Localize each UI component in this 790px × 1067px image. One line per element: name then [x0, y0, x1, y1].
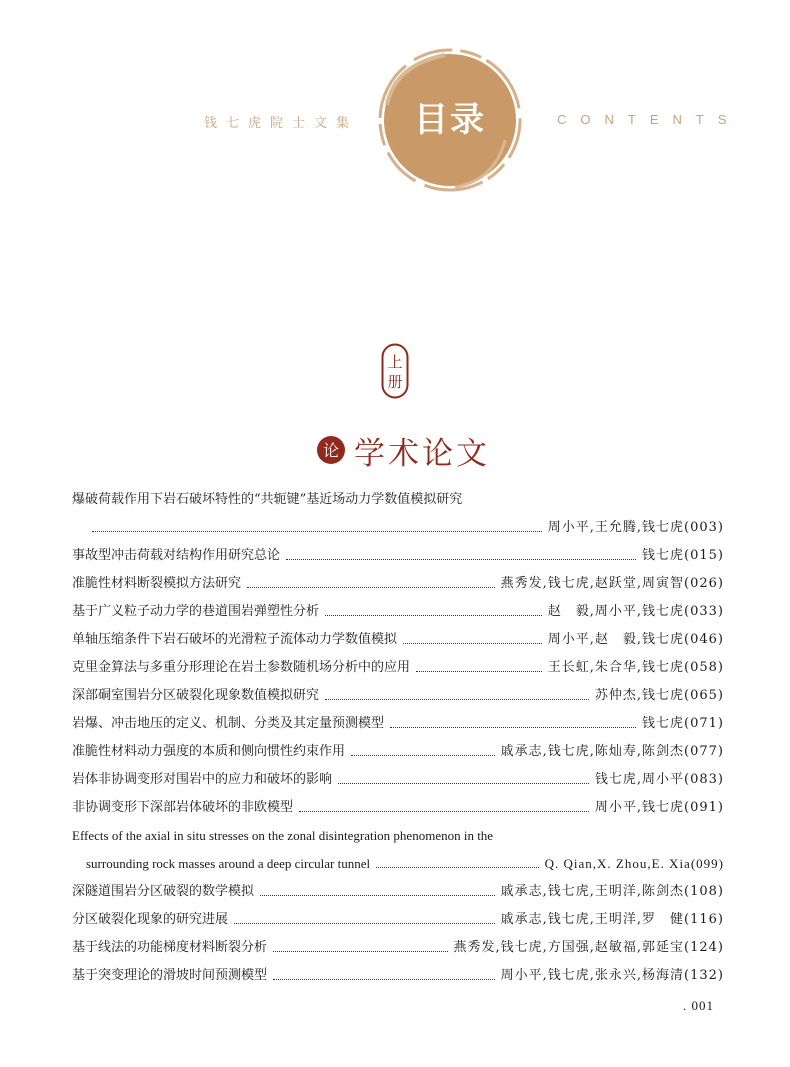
toc-entry-authors: Q. Qian,X. Zhou,E. Xia: [544, 856, 691, 871]
dot-leader: [286, 559, 636, 560]
volume-label-bottom: 册: [387, 373, 403, 391]
series-title: 钱七虎院士文集: [204, 116, 359, 131]
toc-entry-authors: 戚承志,钱七虎,王明洋,罗 健: [500, 912, 685, 927]
section-title: 学术论文: [354, 435, 490, 472]
toc-entry-title: 准脆性材料断裂模拟方法研究: [72, 576, 242, 591]
toc-entry-authors: 王长虹,朱合华,钱七虎: [547, 660, 685, 675]
toc-entry-page: (091): [684, 800, 724, 815]
toc-entry-authors: 苏仲杰,钱七虎: [594, 688, 685, 703]
toc-entry-title: 岩体非协调变形对围岩中的应力和破坏的影响: [72, 772, 333, 787]
dot-leader: [351, 755, 495, 756]
toc-entry-page: (015): [684, 548, 724, 563]
toc-entry-title: 基于线法的功能梯度材料断裂分析: [72, 940, 268, 955]
toc-entry[interactable]: [72, 486, 724, 542]
toc-entry-authors: 钱七虎: [642, 548, 685, 563]
toc-entry-title: Effects of the axial in situ stresses on the zonal disintegration phenomenon in the: [72, 828, 494, 843]
toc-line: [72, 822, 724, 850]
page-title: 目录: [414, 100, 486, 140]
toc-entry-title: 非协调变形下深部岩体破坏的非欧模型: [72, 800, 294, 815]
dot-leader: [403, 643, 542, 644]
dot-leader: [338, 783, 589, 784]
toc-entry[interactable]: [72, 794, 724, 822]
volume-seal-icon: [381, 343, 409, 399]
toc-line: [72, 906, 724, 934]
toc-entry-title: 基于突变理论的滑坡时间预测模型: [72, 968, 268, 983]
toc-entry-authors: 戚承志,钱七虎,王明洋,陈剑杰: [500, 884, 685, 899]
toc-entry[interactable]: [72, 542, 724, 570]
toc-entry[interactable]: [72, 682, 724, 710]
dot-leader: [92, 531, 542, 532]
toc-entry[interactable]: [72, 906, 724, 934]
dot-leader: [416, 671, 542, 672]
toc-entry[interactable]: [72, 710, 724, 738]
toc-entry-title: 深隧道围岩分区破裂的数学模拟: [72, 884, 255, 899]
toc-entry-page: (058): [684, 660, 724, 675]
toc-line: [72, 794, 724, 822]
toc-entry-page: (026): [684, 576, 724, 591]
toc-entry-title: surrounding rock masses around a deep circular tunnel: [86, 856, 371, 871]
dot-leader: [325, 699, 589, 700]
toc-entry[interactable]: [72, 626, 724, 654]
toc-line: [72, 682, 724, 710]
toc-entry-authors: 周小平,钱七虎: [594, 800, 685, 815]
toc-entry-authors: 赵 毅,周小平,钱七虎: [547, 604, 685, 619]
toc-entry-title: 深部硐室围岩分区破裂化现象数值模拟研究: [72, 688, 320, 703]
toc-list: [72, 486, 724, 990]
toc-entry-title: 准脆性材料动力强度的本质和侧向惯性约束作用: [72, 744, 346, 759]
toc-line: [72, 710, 724, 738]
toc-entry-title: 岩爆、冲击地压的定义、机制、分类及其定量预测模型: [72, 716, 385, 731]
volume-label-top: 上: [387, 353, 403, 371]
toc-entry-page: (046): [684, 632, 724, 647]
toc-entry[interactable]: [72, 878, 724, 906]
toc-entry-page: (003): [684, 520, 724, 535]
toc-entry[interactable]: [72, 738, 724, 766]
toc-entry-page: (065): [684, 688, 724, 703]
toc-line: [72, 766, 724, 794]
toc-entry-page: (077): [684, 744, 724, 759]
dot-leader: [325, 615, 542, 616]
toc-entry-title: 分区破裂化现象的研究进展: [72, 912, 229, 927]
toc-entry[interactable]: [72, 934, 724, 962]
toc-entry-title: 单轴压缩条件下岩石破坏的光滑粒子流体动力学数值模拟: [72, 632, 398, 647]
dot-leader: [273, 979, 495, 980]
toc-line: [72, 962, 724, 990]
section-icon-char: 论: [322, 441, 340, 460]
toc-line: [72, 542, 724, 570]
toc-entry-page: (071): [684, 716, 724, 731]
section-heading: [316, 430, 490, 470]
toc-entry-title: 基于广义粒子动力学的巷道围岩弹塑性分析: [72, 604, 320, 619]
dot-leader: [273, 951, 447, 952]
section-seal-icon: [316, 435, 346, 465]
toc-entry-page: (116): [684, 912, 724, 927]
toc-entry-page: (099): [690, 856, 724, 871]
toc-entry-authors: 燕秀发,钱七虎,赵跃堂,周寅智: [500, 576, 685, 591]
toc-entry[interactable]: [72, 598, 724, 626]
toc-entry-title: 事故型冲击荷载对结构作用研究总论: [72, 548, 281, 563]
page-number: . 001: [683, 998, 714, 1013]
toc-line: [72, 514, 724, 542]
toc-entry-authors: 周小平,王允腾,钱七虎: [547, 520, 685, 535]
toc-entry-page: (124): [684, 940, 724, 955]
toc-line: [72, 598, 724, 626]
toc-line: [72, 850, 724, 878]
toc-entry-authors: 钱七虎: [642, 716, 685, 731]
toc-entry[interactable]: [72, 654, 724, 682]
toc-entry[interactable]: [72, 962, 724, 990]
toc-entry-page: (083): [684, 772, 724, 787]
toc-entry-page: (108): [684, 884, 724, 899]
toc-entry[interactable]: [72, 570, 724, 598]
toc-entry[interactable]: [72, 822, 724, 878]
dot-leader: [390, 727, 636, 728]
toc-entry-page: (132): [684, 968, 724, 983]
toc-entry-authors: 周小平,赵 毅,钱七虎: [547, 632, 685, 647]
toc-entry-authors: 周小平,钱七虎,张永兴,杨海清: [500, 968, 685, 983]
toc-entry-authors: 钱七虎,周小平: [594, 772, 685, 787]
dot-leader: [234, 923, 495, 924]
toc-entry-authors: 戚承志,钱七虎,陈灿寿,陈剑杰: [500, 744, 685, 759]
dot-leader: [299, 811, 589, 812]
toc-entry-title: 克里金算法与多重分形理论在岩土参数随机场分析中的应用: [72, 660, 411, 675]
toc-entry-page: (033): [684, 604, 724, 619]
toc-line: [72, 626, 724, 654]
toc-line: [72, 738, 724, 766]
toc-entry-title: 爆破荷载作用下岩石破坏特性的“共轭键”基近场动力学数值模拟研究: [72, 492, 463, 507]
toc-line: [72, 570, 724, 598]
dot-leader: [260, 895, 495, 896]
toc-line: [72, 934, 724, 962]
toc-entry[interactable]: [72, 766, 724, 794]
toc-line: [72, 486, 724, 514]
contents-label: CONTENTS: [557, 112, 741, 127]
toc-line: [72, 878, 724, 906]
toc-entry-authors: 燕秀发,钱七虎,方国强,赵敏福,郭延宝: [453, 940, 685, 955]
dot-leader: [376, 867, 539, 868]
dot-leader: [247, 587, 495, 588]
toc-line: [72, 654, 724, 682]
